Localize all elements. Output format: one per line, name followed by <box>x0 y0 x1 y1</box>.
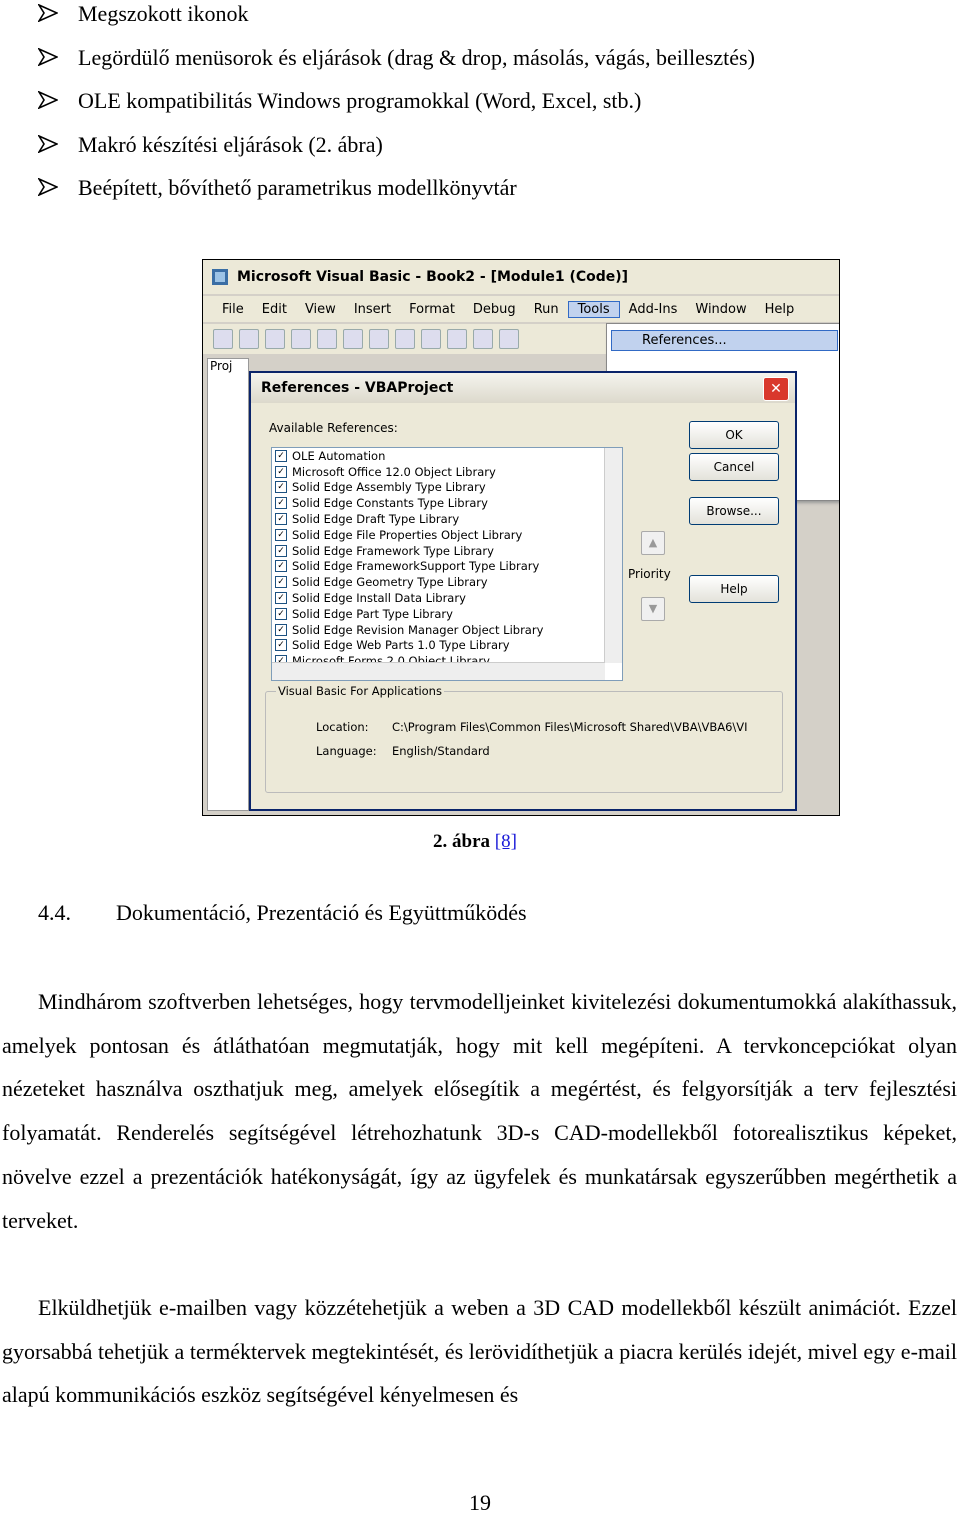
list-item <box>38 131 755 175</box>
vba-references-screenshot <box>202 259 840 816</box>
menu-view[interactable]: View <box>304 301 336 317</box>
reference-item[interactable] <box>272 511 622 527</box>
reference-checkbox[interactable]: ✓ <box>275 513 287 525</box>
reference-label: Solid Edge Geometry Type Library <box>292 575 488 590</box>
menu-item-references[interactable]: References... <box>611 330 838 351</box>
reference-item[interactable] <box>272 559 622 575</box>
arrow-bullet-icon <box>38 131 78 159</box>
close-icon[interactable]: ✕ <box>763 377 789 401</box>
cut-icon[interactable] <box>291 329 311 349</box>
reference-checkbox[interactable]: ✓ <box>275 481 287 493</box>
copy-icon[interactable] <box>317 329 337 349</box>
reference-checkbox[interactable]: ✓ <box>275 466 287 478</box>
reference-item[interactable] <box>272 622 622 638</box>
group-label: Visual Basic For Applications <box>278 684 442 698</box>
available-references-label: Available References: <box>269 421 398 435</box>
run-icon[interactable] <box>447 329 467 349</box>
menu-format[interactable]: Format <box>409 301 455 317</box>
list-item-text: Makró készítési eljárások (2. ábra) <box>78 131 383 157</box>
reference-checkbox[interactable]: ✓ <box>275 608 287 620</box>
bullet-list <box>38 0 755 218</box>
reference-label: Solid Edge Revision Manager Object Library <box>292 622 544 637</box>
stop-icon[interactable] <box>499 329 519 349</box>
reference-label: Solid Edge Web Parts 1.0 Type Library <box>292 638 510 653</box>
window-titlebar <box>203 260 839 294</box>
language-label: Language: <box>316 744 377 758</box>
reference-item[interactable] <box>272 527 622 543</box>
reference-item[interactable] <box>272 590 622 606</box>
reference-checkbox[interactable]: ✓ <box>275 450 287 462</box>
list-item <box>38 87 755 131</box>
pause-icon[interactable] <box>473 329 493 349</box>
section-heading <box>38 900 527 926</box>
save-icon[interactable] <box>265 329 285 349</box>
menu-help[interactable]: Help <box>764 301 795 317</box>
reference-item[interactable] <box>272 480 622 496</box>
reference-label: Solid Edge Draft Type Library <box>292 512 460 527</box>
arrow-bullet-icon <box>38 174 78 202</box>
insert-form-icon[interactable] <box>239 329 259 349</box>
reference-label: Microsoft Office 12.0 Object Library <box>292 464 496 479</box>
priority-down-icon[interactable]: ▼ <box>641 597 665 621</box>
find-icon[interactable] <box>369 329 389 349</box>
caption-text: 2. ábra <box>433 831 495 852</box>
reference-checkbox[interactable]: ✓ <box>275 576 287 588</box>
menu-window[interactable]: Window <box>695 301 747 317</box>
list-item-text: Beépített, bővíthető parametrikus modellkönyvtár <box>78 175 517 200</box>
menu-file[interactable]: File <box>222 301 244 317</box>
arrow-bullet-icon <box>38 87 78 115</box>
paste-icon[interactable] <box>343 329 363 349</box>
list-item <box>38 174 755 218</box>
section-title: Dokumentáció, Prezentáció és Együttműködés <box>116 900 527 925</box>
reference-item[interactable] <box>272 464 622 480</box>
language-row <box>316 744 490 758</box>
arrow-bullet-icon <box>38 0 78 28</box>
dialog-title: References - VBAProject <box>261 380 454 396</box>
reference-checkbox[interactable]: ✓ <box>275 560 287 572</box>
menu-tools[interactable]: Tools <box>568 301 620 318</box>
reference-label: Solid Edge Assembly Type Library <box>292 480 486 495</box>
redo-icon[interactable] <box>421 329 441 349</box>
figure-caption <box>433 831 517 853</box>
list-item-text: Megszokott ikonok <box>78 1 249 26</box>
reference-label: OLE Automation <box>292 448 386 463</box>
reference-label: Solid Edge Constants Type Library <box>292 496 488 511</box>
menubar <box>203 296 839 322</box>
dialog-titlebar <box>251 373 795 403</box>
reference-item[interactable] <box>272 574 622 590</box>
reference-checkbox[interactable]: ✓ <box>275 529 287 541</box>
vertical-scrollbar[interactable] <box>604 448 622 663</box>
arrow-bullet-icon <box>38 44 78 72</box>
excel-icon[interactable] <box>213 329 233 349</box>
reference-label: Solid Edge Install Data Library <box>292 591 466 606</box>
references-list[interactable] <box>271 447 623 681</box>
browse-button[interactable]: Browse... <box>689 497 779 525</box>
vba-info-group <box>265 684 783 793</box>
reference-label: Solid Edge FrameworkSupport Type Library <box>292 559 540 574</box>
reference-label: Solid Edge Part Type Library <box>292 606 453 621</box>
menu-debug[interactable]: Debug <box>472 301 516 317</box>
menu-add-ins[interactable]: Add-Ins <box>628 301 678 317</box>
reference-checkbox[interactable]: ✓ <box>275 497 287 509</box>
page-number: 19 <box>469 1490 491 1515</box>
reference-checkbox[interactable]: ✓ <box>275 592 287 604</box>
reference-checkbox[interactable]: ✓ <box>275 624 287 636</box>
priority-up-icon[interactable]: ▲ <box>641 531 665 555</box>
help-button[interactable]: Help <box>689 575 779 603</box>
paragraph <box>2 980 957 1242</box>
menu-run[interactable]: Run <box>533 301 559 317</box>
reference-label: Solid Edge File Properties Object Library <box>292 527 523 542</box>
undo-icon[interactable] <box>395 329 415 349</box>
reference-item[interactable] <box>272 606 622 622</box>
references-dialog <box>249 371 797 811</box>
priority-label: Priority <box>628 567 671 581</box>
list-item-text: Legördülő menüsorok és eljárások (drag & drop, másolás, vágás, beillesztés) <box>78 44 755 70</box>
location-row <box>316 720 748 734</box>
reference-checkbox[interactable]: ✓ <box>275 639 287 651</box>
reference-checkbox[interactable]: ✓ <box>275 545 287 557</box>
section-number: 4.4. <box>38 900 71 925</box>
ok-button[interactable]: OK <box>689 421 779 449</box>
project-label: Proj <box>210 359 233 373</box>
reference-item[interactable] <box>272 448 622 464</box>
location-label: Location: <box>316 720 369 734</box>
language-value: English/Standard <box>392 744 490 758</box>
list-item <box>38 0 755 44</box>
location-value: C:\Program Files\Common Files\Microsoft Shared\VBA\VBA6\VI <box>392 720 748 734</box>
horizontal-scrollbar[interactable] <box>272 662 605 680</box>
reference-item[interactable] <box>272 543 622 559</box>
paragraph <box>2 1286 957 1417</box>
caption-reference-link[interactable]: [8] <box>494 831 517 852</box>
list-item-text: OLE kompatibilitás Windows programokkal (Word, Excel, stb.) <box>78 88 642 113</box>
menu-edit[interactable]: Edit <box>261 301 287 317</box>
reference-label: Solid Edge Framework Type Library <box>292 543 494 558</box>
paragraph-text: Mindhárom szoftverben lehetséges, hogy tervmodelljeinket kivitelezési dokumentumokká alakíthassuk, amelyek pontosan és átláthatóan megmutatják, hogy mit kell megépíteni. A tervkoncepciókat olyan nézeteket használva oszthatjuk meg, amelyek elősegítik a megértést, és felgyorsítják a terv fejlesztési folyamatát. Renderelés segítségével létrehozhatunk 3D-s CAD-modellekből fotorealisztikus képeket, növelve ezzel a prezentációk hatékonyságát, így az ügyfelek és munkatársak egyszerűbben megérthetik a terveket. <box>2 989 957 1233</box>
reference-item[interactable] <box>272 638 622 654</box>
vb-app-icon <box>211 268 229 286</box>
window-title: Microsoft Visual Basic - Book2 - [Module1 (Code)] <box>237 269 629 285</box>
project-pane <box>207 358 249 811</box>
list-item <box>38 44 755 88</box>
menu-insert[interactable]: Insert <box>353 301 392 317</box>
cancel-button[interactable]: Cancel <box>689 453 779 481</box>
reference-item[interactable] <box>272 495 622 511</box>
paragraph-text: Elküldhetjük e-mailben vagy közzétehetjük a weben a 3D CAD modellekből készült animációt. Ezzel gyorsabbá tehetjük a terméktervek megtekintését, és lerövidíthetjük a piacra kerülés idejét, mivel egy e-mail alapú kommunikációs eszköz segítségével kényelmesen és <box>2 1295 957 1408</box>
